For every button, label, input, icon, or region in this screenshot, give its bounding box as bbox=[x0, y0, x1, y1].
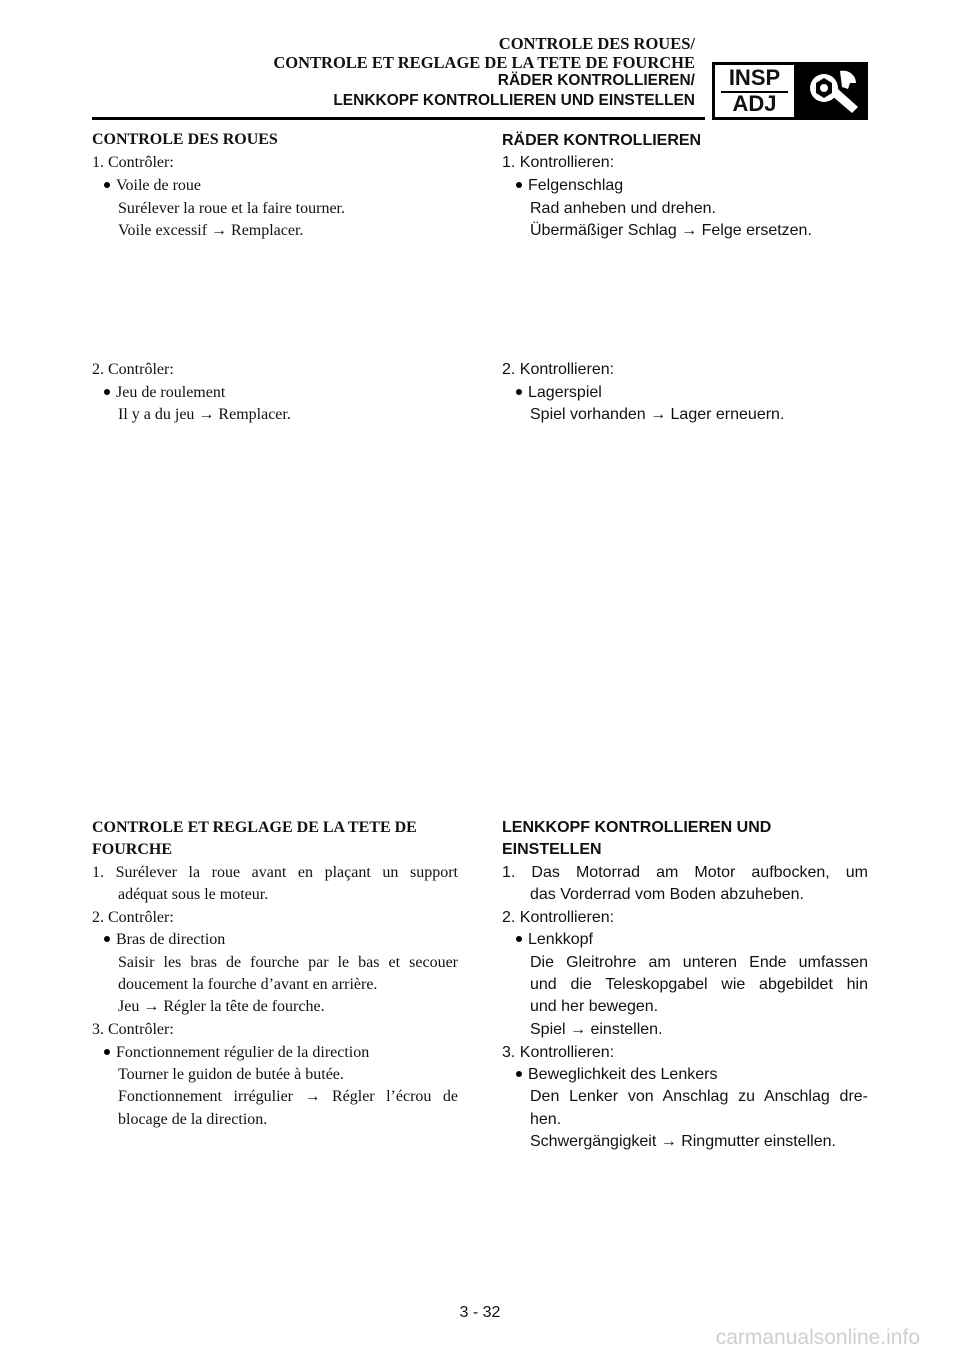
left-s2-b2-line2: Fonctionnement irrégulier → Régler l’écrou de bbox=[118, 1088, 458, 1105]
left-s2-item3: 3. Contrôler: bbox=[92, 1021, 174, 1038]
page-number: 3 - 32 bbox=[459, 1304, 501, 1321]
right-s2-b1-line4: Spiel → einstellen. bbox=[530, 1021, 663, 1038]
left-s2-b2-line3: blocage de la direction. bbox=[118, 1111, 268, 1128]
right-s2-b2-line3: Schwergängigkeit → Ringmutter einstellen. bbox=[530, 1133, 836, 1150]
right-s1-item2: 2. Kontrollieren: bbox=[502, 361, 615, 378]
left-s1-b2-line1: Il y a du jeu → Remplacer. bbox=[118, 406, 291, 423]
left-s2-item1-line2: adéquat sous le moteur. bbox=[118, 886, 269, 903]
bullet-icon bbox=[104, 389, 110, 395]
right-s2-bullet2 bbox=[516, 1066, 717, 1084]
right-s2-b1-line3: und her bewegen. bbox=[530, 998, 659, 1015]
badge-top-text: INSP bbox=[728, 65, 781, 90]
left-s1-item2: 2. Contrôler: bbox=[92, 361, 174, 378]
bullet-icon bbox=[516, 389, 522, 395]
watermark: carmanualsonline.info bbox=[715, 1326, 920, 1349]
right-s2-b1-line2: und die Teleskopgabel wie abgebildet hin bbox=[530, 976, 868, 993]
bullet-icon bbox=[516, 182, 522, 188]
left-s2-b2-line1: Tourner le guidon de butée à butée. bbox=[118, 1066, 344, 1083]
bullet-icon bbox=[104, 1049, 110, 1055]
right-s1-bullet1-text: Felgenschlag bbox=[528, 177, 624, 194]
right-s2-bullet1 bbox=[516, 931, 593, 949]
left-s2-item2: 2. Contrôler: bbox=[92, 909, 174, 926]
badge-bottom-text: ADJ bbox=[732, 91, 777, 116]
right-s1-bullet1 bbox=[516, 177, 623, 195]
wrench-icon-graphic bbox=[800, 65, 865, 117]
right-s1-bullet2 bbox=[516, 384, 602, 402]
left-s1-item1: 1. Contrôler: bbox=[92, 154, 174, 171]
left-s2-bullet2-text: Fonctionnement régulier de la direction bbox=[116, 1044, 370, 1061]
left-s1-bullet1-text: Voile de roue bbox=[116, 177, 202, 194]
right-s2-b2-line2: hen. bbox=[530, 1111, 562, 1128]
left-s1-bullet2 bbox=[104, 384, 225, 402]
right-s1-bullet2-text: Lagerspiel bbox=[528, 384, 602, 401]
left-s2-title-line2: FOURCHE bbox=[92, 841, 172, 858]
header-line-4: LENKKOPF KONTROLLIEREN UND EINSTELLEN bbox=[333, 92, 695, 109]
right-s2-item2: 2. Kontrollieren: bbox=[502, 909, 615, 926]
bullet-icon bbox=[516, 1071, 522, 1077]
right-s2-item1-line2: das Vorderrad vom Boden abzuheben. bbox=[530, 886, 804, 903]
left-s2-title-line1: CONTROLE ET REGLAGE DE LA TETE DE bbox=[92, 819, 417, 836]
left-s2-b1-line2: doucement la fourche d’avant en arrière. bbox=[118, 976, 378, 993]
left-s1-b1-line1: Surélever la roue et la faire tourner. bbox=[118, 200, 345, 217]
right-s1-title: RÄDER KONTROLLIEREN bbox=[502, 132, 702, 149]
right-s2-item1-line1: 1. Das Motorrad am Motor aufbocken, um bbox=[502, 864, 868, 881]
right-s2-b1-line1: Die Gleitrohre am unteren Ende umfassen bbox=[530, 954, 868, 971]
left-s2-bullet1 bbox=[104, 931, 225, 949]
right-s1-b1-line2: Übermäßiger Schlag → Felge ersetzen. bbox=[530, 222, 812, 239]
left-s2-bullet1-text: Bras de direction bbox=[116, 931, 226, 948]
right-s2-item3: 3. Kontrollieren: bbox=[502, 1044, 615, 1061]
header-line-1: CONTROLE DES ROUES/ bbox=[498, 34, 695, 53]
left-s2-b1-line3: Jeu → Régler la tête de fourche. bbox=[118, 998, 325, 1015]
bullet-icon bbox=[104, 182, 110, 188]
header-line-3: RÄDER KONTROLLIEREN/ bbox=[497, 72, 695, 89]
right-s2-bullet2-text: Beweglichkeit des Lenkers bbox=[528, 1066, 718, 1083]
left-s2-bullet2 bbox=[104, 1044, 369, 1062]
right-s2-b2-line1: Den Lenker von Anschlag zu Anschlag dre- bbox=[530, 1088, 868, 1105]
left-s1-bullet2-text: Jeu de roulement bbox=[116, 384, 226, 401]
left-s2-item1-line1: 1. Surélever la roue avant en plaçant un support bbox=[92, 864, 458, 881]
right-s1-b2-line1: Spiel vorhanden → Lager erneuern. bbox=[530, 406, 785, 423]
right-s2-title-line2: EINSTELLEN bbox=[502, 841, 602, 858]
right-s1-item1: 1. Kontrollieren: bbox=[502, 154, 615, 171]
left-s1-b1-line2: Voile excessif → Remplacer. bbox=[118, 222, 304, 239]
header-line-2: CONTROLE ET REGLAGE DE LA TETE DE FOURCHE bbox=[273, 53, 695, 72]
right-s1-b1-line1: Rad anheben und drehen. bbox=[530, 200, 716, 217]
wrench-icon bbox=[797, 62, 868, 120]
bullet-icon bbox=[516, 936, 522, 942]
right-s2-title-line1: LENKKOPF KONTROLLIEREN UND bbox=[502, 819, 772, 836]
left-s1-bullet1 bbox=[104, 177, 201, 195]
bullet-icon bbox=[104, 936, 110, 942]
left-s1-title: CONTROLE DES ROUES bbox=[92, 131, 278, 148]
header-rule bbox=[92, 117, 705, 120]
insp-adj-badge bbox=[712, 62, 797, 120]
right-s2-bullet1-text: Lenkkopf bbox=[528, 931, 593, 948]
left-s2-b1-line1: Saisir les bras de fourche par le bas et secouer bbox=[118, 954, 458, 971]
